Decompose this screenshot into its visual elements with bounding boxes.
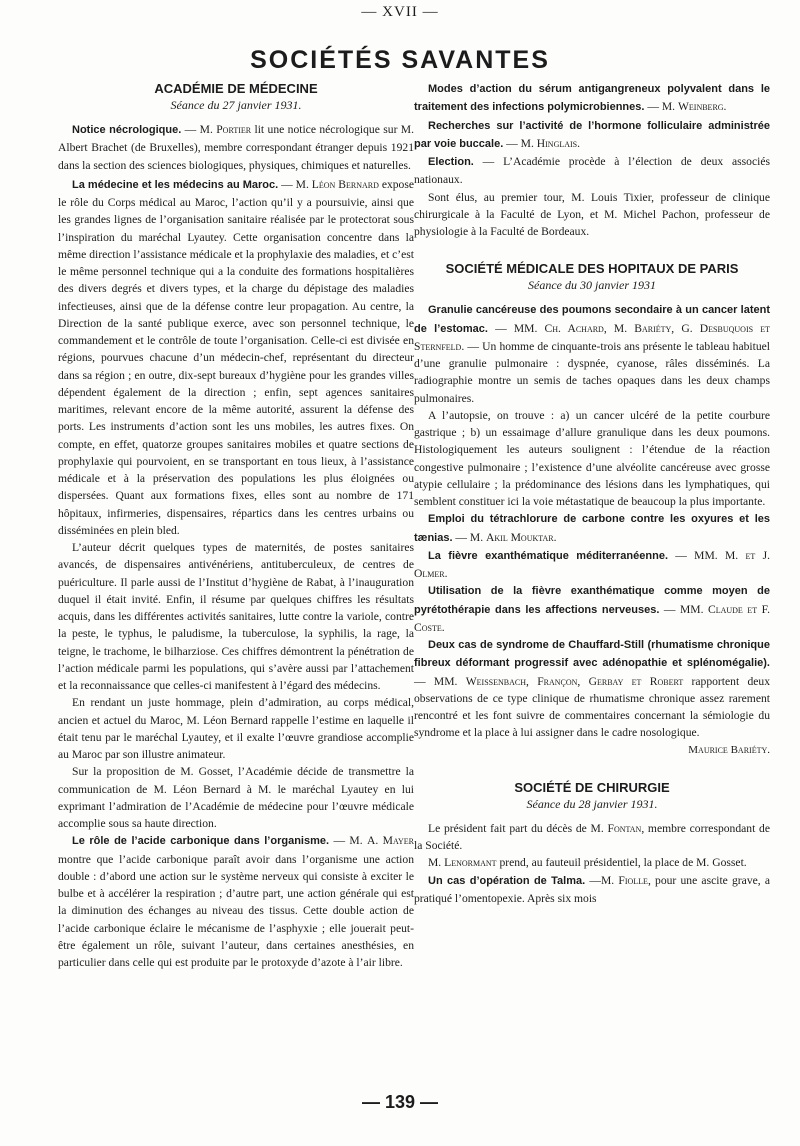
paragraph-lead: Emploi du tétrachlorure de carbone contre les oxyures et les tænias. — [414, 513, 770, 544]
paragraph-text: Un homme de cinquante-trois ans présente le tableau habituel d’une granulie pulmonaire : dyspnée, cyanose, râles disséminés. La radiographie montre un semis de taches opaques dans les deux champs pulmonaires. — [414, 339, 770, 405]
paragraph: Election. — L’Académie procède à l’élection de deux associés nationaux. — [414, 155, 771, 187]
author-name: Portier — [216, 123, 252, 136]
paragraph-lead: Un cas d’opération de Talma. — [428, 874, 586, 887]
paragraph: En rendant un juste hommage, plein d’admiration, au corps médical, ancien et actuel du Maroc, M. Léon Bernard rappelle l’estime en laquelle il était tenu par le maréchal Lyautey, et il exalte l’œuvre grandiose accomplie au Maroc par son illustre animateur. — [58, 696, 414, 761]
page-header: — XVII — — [361, 4, 439, 20]
paragraph: Sont élus, au premier tour, M. Louis Tixier, professeur de clinique chirurgicale à la Faculté de Lyon, et M. Michel Pachon, professeur de physiologie à la Faculté de Bordeaux. — [414, 190, 770, 238]
paragraph — [414, 820, 770, 855]
signature: Maurice Bariéty. — [688, 743, 770, 756]
author-name: Ch. Achard, M. Bariéty, G. Desbuquois et Sternfeld. — [414, 321, 770, 353]
paragraph-text: L’Académie procède à l’élection de deux associés nationaux. — [414, 155, 771, 187]
chirurgie-session: Séance du 28 janvier 1931. — [526, 796, 658, 811]
paragraph: Un cas d’opération de Talma. —M. Fiolle, pour une ascite grave, a pratiqué l’omentopexie. Après six mois — [414, 873, 770, 905]
paragraph: Recherches sur l’activité de l’hormone folliculaire administrée par voie buccale. — M. Hinglais. — [414, 119, 770, 150]
author-name: Akil Mouktar. — [486, 530, 557, 544]
paragraph: Deux cas de syndrome de Chauffard-Still (rhumatisme chronique fibreux déformant progressif avec adénopathie et splénomégalie). — MM. Weissenbach, Françon, Gerbay et Robert rapportent deux observations de ce type clinique de rhumatisme chronique assez rarement rencontré et les font suivre de commentaires concernant la sémiologie du syndrome et la place à lui assigner dans le cadre nosologique. — [414, 639, 770, 740]
page-title: SOCIÉTÉS SAVANTES — [250, 46, 550, 74]
author-name: Weinberg. — [677, 100, 727, 114]
author-name: Lenormant — [444, 856, 497, 870]
medicale-title: SOCIÉTÉ MÉDICALE DES HOPITAUX DE PARIS — [445, 261, 739, 277]
page-number: — 139 — — [361, 1092, 439, 1112]
paragraph-text: rapportent deux observations de ce type clinique de rhumatisme chronique assez rarement rencontré et les font suivre de commentaires concernant la sémiologie du syndrome et la place à lui assigner dans le cadre nosologique. — [414, 674, 770, 740]
paragraph: M. Lenormant prend, au fauteuil présidentiel, la place de M. Gosset. — [428, 856, 747, 870]
paragraph-lead: Granulie cancéreuse des poumons secondaire à un cancer latent de l’estomac. — [414, 304, 770, 335]
section-gap — [414, 759, 770, 779]
paragraph: Granulie cancéreuse des poumons secondaire à un cancer latent de l’estomac. — MM. Ch. Achard, M. Bariéty, G. Desbuquois et Sternfeld. — Un homme de cinquante-trois ans présente le tableau habituel d’une granulie pulmonaire : dyspnée, cyanose, râles disséminés. La radiographie montre un semis de taches opaques dans les deux champs pulmonaires. — [414, 304, 770, 405]
paragraph: Sur la proposition de M. Gosset, l’Académie décide de transmettre la communication de M. Léon Bernard à M. le maréchal Lyautey en lui exprimant l’admiration de l’Académie de médecine pour l’œuvre médicale accomplie sous sa haute direction. — [58, 765, 414, 830]
paragraph: Emploi du tétrachlorure de carbone contre les oxyures et les tænias. — M. Akil Mouktar. — [414, 513, 770, 544]
author-name: Fontan — [607, 821, 642, 835]
medicale-session: Séance du 30 janvier 1931 — [528, 278, 656, 293]
paragraph-text: , membre correspondant de la Société. — [414, 821, 770, 852]
paragraph-lead: Notice nécrologique. — [72, 124, 182, 136]
author-name: Léon Bernard — [311, 177, 379, 191]
paragraph-lead: Le rôle de l’acide carbonique dans l’organisme. — [72, 835, 330, 848]
academie-session: Séance du 27 janvier 1931. — [170, 98, 302, 112]
paragraph-text: montre que l’acide carbonique paraît avoir dans l’organisme une action double : d’abord une action sur le système nerveux qui consiste à exciter le bulbe et à accélérer la respiration ; d’autre part, une action générale qui est la diminution des échanges au niveau des tissus. Cette double action de l’acide carbonique éclaire le mécanisme de l’asphyxie ; elle jouerait peut-être également un rôle, suivant l’auteur, dans certaines anesthésies, en particulier dans celle qui est produite par le protoxyde d’azote à l’air libre. — [58, 852, 414, 969]
paragraph-lead: La fièvre exanthématique méditerranéenne. — [428, 549, 668, 562]
paragraph: La fièvre exanthématique méditerranéenne. — MM. M. et J. Olmer. — [414, 548, 770, 580]
author-name: Weissenbach, Françon, Gerbay et Robert — [465, 674, 684, 688]
right-column — [414, 80, 770, 907]
left-column — [58, 80, 414, 971]
author-name: Claude et F. Coste. — [414, 602, 770, 634]
author-name: Fiolle — [618, 873, 648, 887]
paragraph: Modes d’action du sérum antigangreneux polyvalent dans le traitement des infections polymicrobiennes. — M. Weinberg. — [414, 83, 770, 114]
paragraph-text: expose le rôle du Corps médical au Maroc, l’action qu’il y a poursuivie, ainsi que les grandes lignes de l’organisation sanitaire réalisée par le protectorat sous l’inspiration du maréchal Lyautey. Cette organisation concentre dans la même direction l’assistance médicale et la prophylaxie des maladies, et c’est le même personnel technique qui a la conduite des formations hospitalières des divers degrés et divers types, et la charge du dépistage des maladies infectieuses, ainsi que de la défense contre leur propagation. Au centre, la Direction de la santé publique exerce, avec son personnel technique, le commandement et le contrôle de toute l’organisation. Celle-ci est divisée en régions, pourvues chacune d’un médecin-chef, représentant du directeur dans sa région ; en outre, dix-sept bureaux d’hygiène pour les grandes villes dépendent également de la direction ; enfin, sept agences sanitaires maritimes, relevant encore de la même autorité, assurent la défense des ports. Les instruments d’action sont les uns mobiles, les autres fixes. On compte, en effet, quatorze groupes sanitaires mobiles et quatre sections de prophylaxie qui pourvoient, en se transportant en tous lieux, à l’assistance médicale et à la préservation des populations les plus éloignées ou dispersées. Quant aux formations fixes, elles sont au nombre de 171 hôpitaux, infirmeries, dispensaires, répartics dans les centres urbains ou disséminées en plein bled. — [58, 177, 415, 537]
paragraph: La médecine et les médecins au Maroc. — M. Léon Bernard expose le rôle du Corps médical au Maroc, l’action qu’il y a poursuivie, ainsi que les grandes lignes de l’organisation sanitaire réalisée par le protectorat sous l’inspiration du maréchal Lyautey. Cette organisation concentre dans la même direction l’assistance médicale et la prophylaxie des maladies, et c’est le même personnel technique qui a la conduite des formations hospitalières des divers degrés et divers types, et la charge du dépistage des maladies infectieuses, ainsi que de la défense contre leur propagation. Au centre, la Direction de la santé publique exerce, avec son personnel technique, le commandement et le contrôle de toute l’organisation. Celle-ci est divisée en régions, pourvues chacune d’un médecin-chef, représentant du directeur dans sa région ; en outre, dix-sept bureaux d’hygiène pour les grandes villes dépendent également de la direction ; enfin, sept agences sanitaires maritimes, relevant encore de la même autorité, assurent la défense des ports. Les instruments d’action sont les uns mobiles, les autres fixes. On compte, en effet, quatorze groupes sanitaires mobiles et quatre sections de prophylaxie qui pourvoient, en se transportant en tous lieux, à l’assistance médicale et à la préservation des populations les plus éloignées ou dispersées. Quant aux formations fixes, elles sont au nombre de 171 hôpitaux, infirmeries, dispensaires, répartics dans les centres urbains ou disséminées en plein bled. — [58, 177, 415, 537]
paragraph-text: , pour une ascite grave, a pratiqué l’omentopexie. Après six mois — [414, 873, 770, 905]
paragraph: A l’autopsie, on trouve : a) un cancer ulcéré de la petite courbure gastrique ; b) un essaimage d’allure granulique dans les deux poumons. Histologiquement les auteurs soulignent : l’étendue de la réaction congestive pulmonaire ; l’existence d’une alvéolite cancéreuse avec grosse atypie cellulaire ; la prédominance des lésions dans les lymphatiques, qui semblent constituer ici la voie métastatique de beaucoup la plus importante. — [414, 408, 770, 508]
paragraph-lead: Modes d’action du sérum antigangreneux polyvalent dans le traitement des infections polymicrobiennes. — [414, 83, 770, 114]
paragraph-lead: Deux cas de syndrome de Chauffard-Still (rhumatisme chronique fibreux déformant progressif avec adénopathie et splénomégalie). — [414, 639, 770, 670]
paragraph-text: Le président fait part du décès de M. — [428, 821, 604, 835]
paragraph-lead: Recherches sur l’activité de l’hormone folliculaire administrée par voie buccale. — [414, 119, 770, 150]
paragraph-lead: Utilisation de la fièvre exanthématique comme moyen de pyrétothérapie dans les affections nerveuses. — [414, 585, 770, 616]
paragraph: Le rôle de l’acide carbonique dans l’organisme. — M. A. Mayer montre que l’acide carbonique paraît avoir dans l’organisme une action double : d’abord une action sur le système nerveux qui consiste à exciter le bulbe et à accélérer la respiration ; d’autre part, une action générale qui est la diminution des échanges au niveau des tissus. Cette double action de l’acide carbonique éclaire le mécanisme de l’asphyxie ; elle jouerait peut-être également un rôle, suivant l’auteur, dans certaines anesthésies, en particulier dans celle qui est produite par le protoxyde d’azote à l’air libre. — [58, 834, 414, 969]
author-name: Hinglais. — [536, 136, 581, 150]
paragraph: Notice nécrologique. — M. Portier lit une notice nécrologique sur M. Albert Brachet (de Bruxelles), membre correspondant étranger depuis 1921 dans la section des sciences biologiques, physiques, chimiques et naturelles. — [58, 123, 415, 172]
paragraph: L’auteur décrit quelques types de maternités, de postes sanitaires avancés, de dispensaires antivénériens, antituberculeux, de centres de puériculture. Il parle aussi de l’Institut d’hygiène de Rabat, à l’inauguration duquel il était invité. Enfin, il résume par quelques chiffres les résultats acquis, dans les différentes activités sanitaires, lutte contre la variole, contre la peste, le typhus, le paludisme, la tuberculose, la syphilis, la rage, la teigne, le trachome, le bilharziose. Ces chiffres démontrent la pénétration de l’action médicale parmi les populations, qui s’avère aussi par l’attachement et la reconnaissance que celles-ci manifestent à l’égard des médecins. — [58, 541, 414, 692]
author-name: M. et J. Olmer. — [414, 548, 770, 580]
paragraph-lead: Election. — [428, 156, 474, 168]
paragraph-text: prend, au fauteuil présidentiel, la place de M. Gosset. — [499, 856, 747, 870]
paragraph: Utilisation de la fièvre exanthématique comme moyen de pyrétothérapie dans les affections nerveuses. — MM. Claude et F. Coste. — [414, 585, 770, 634]
paragraph-lead: La médecine et les médecins au Maroc. — [72, 178, 279, 191]
paragraph-text: lit une notice nécrologique sur M. Albert Brachet (de Bruxelles), membre correspondant étranger depuis 1921 dans la section des sciences biologiques, physiques, chimiques et naturelles. — [58, 123, 415, 172]
academie-title: ACADÉMIE DE MÉDECINE — [154, 81, 318, 96]
author-name: A. Mayer — [367, 834, 414, 848]
chirurgie-title: SOCIÉTÉ DE CHIRURGIE — [514, 779, 670, 795]
section-gap — [414, 240, 770, 260]
